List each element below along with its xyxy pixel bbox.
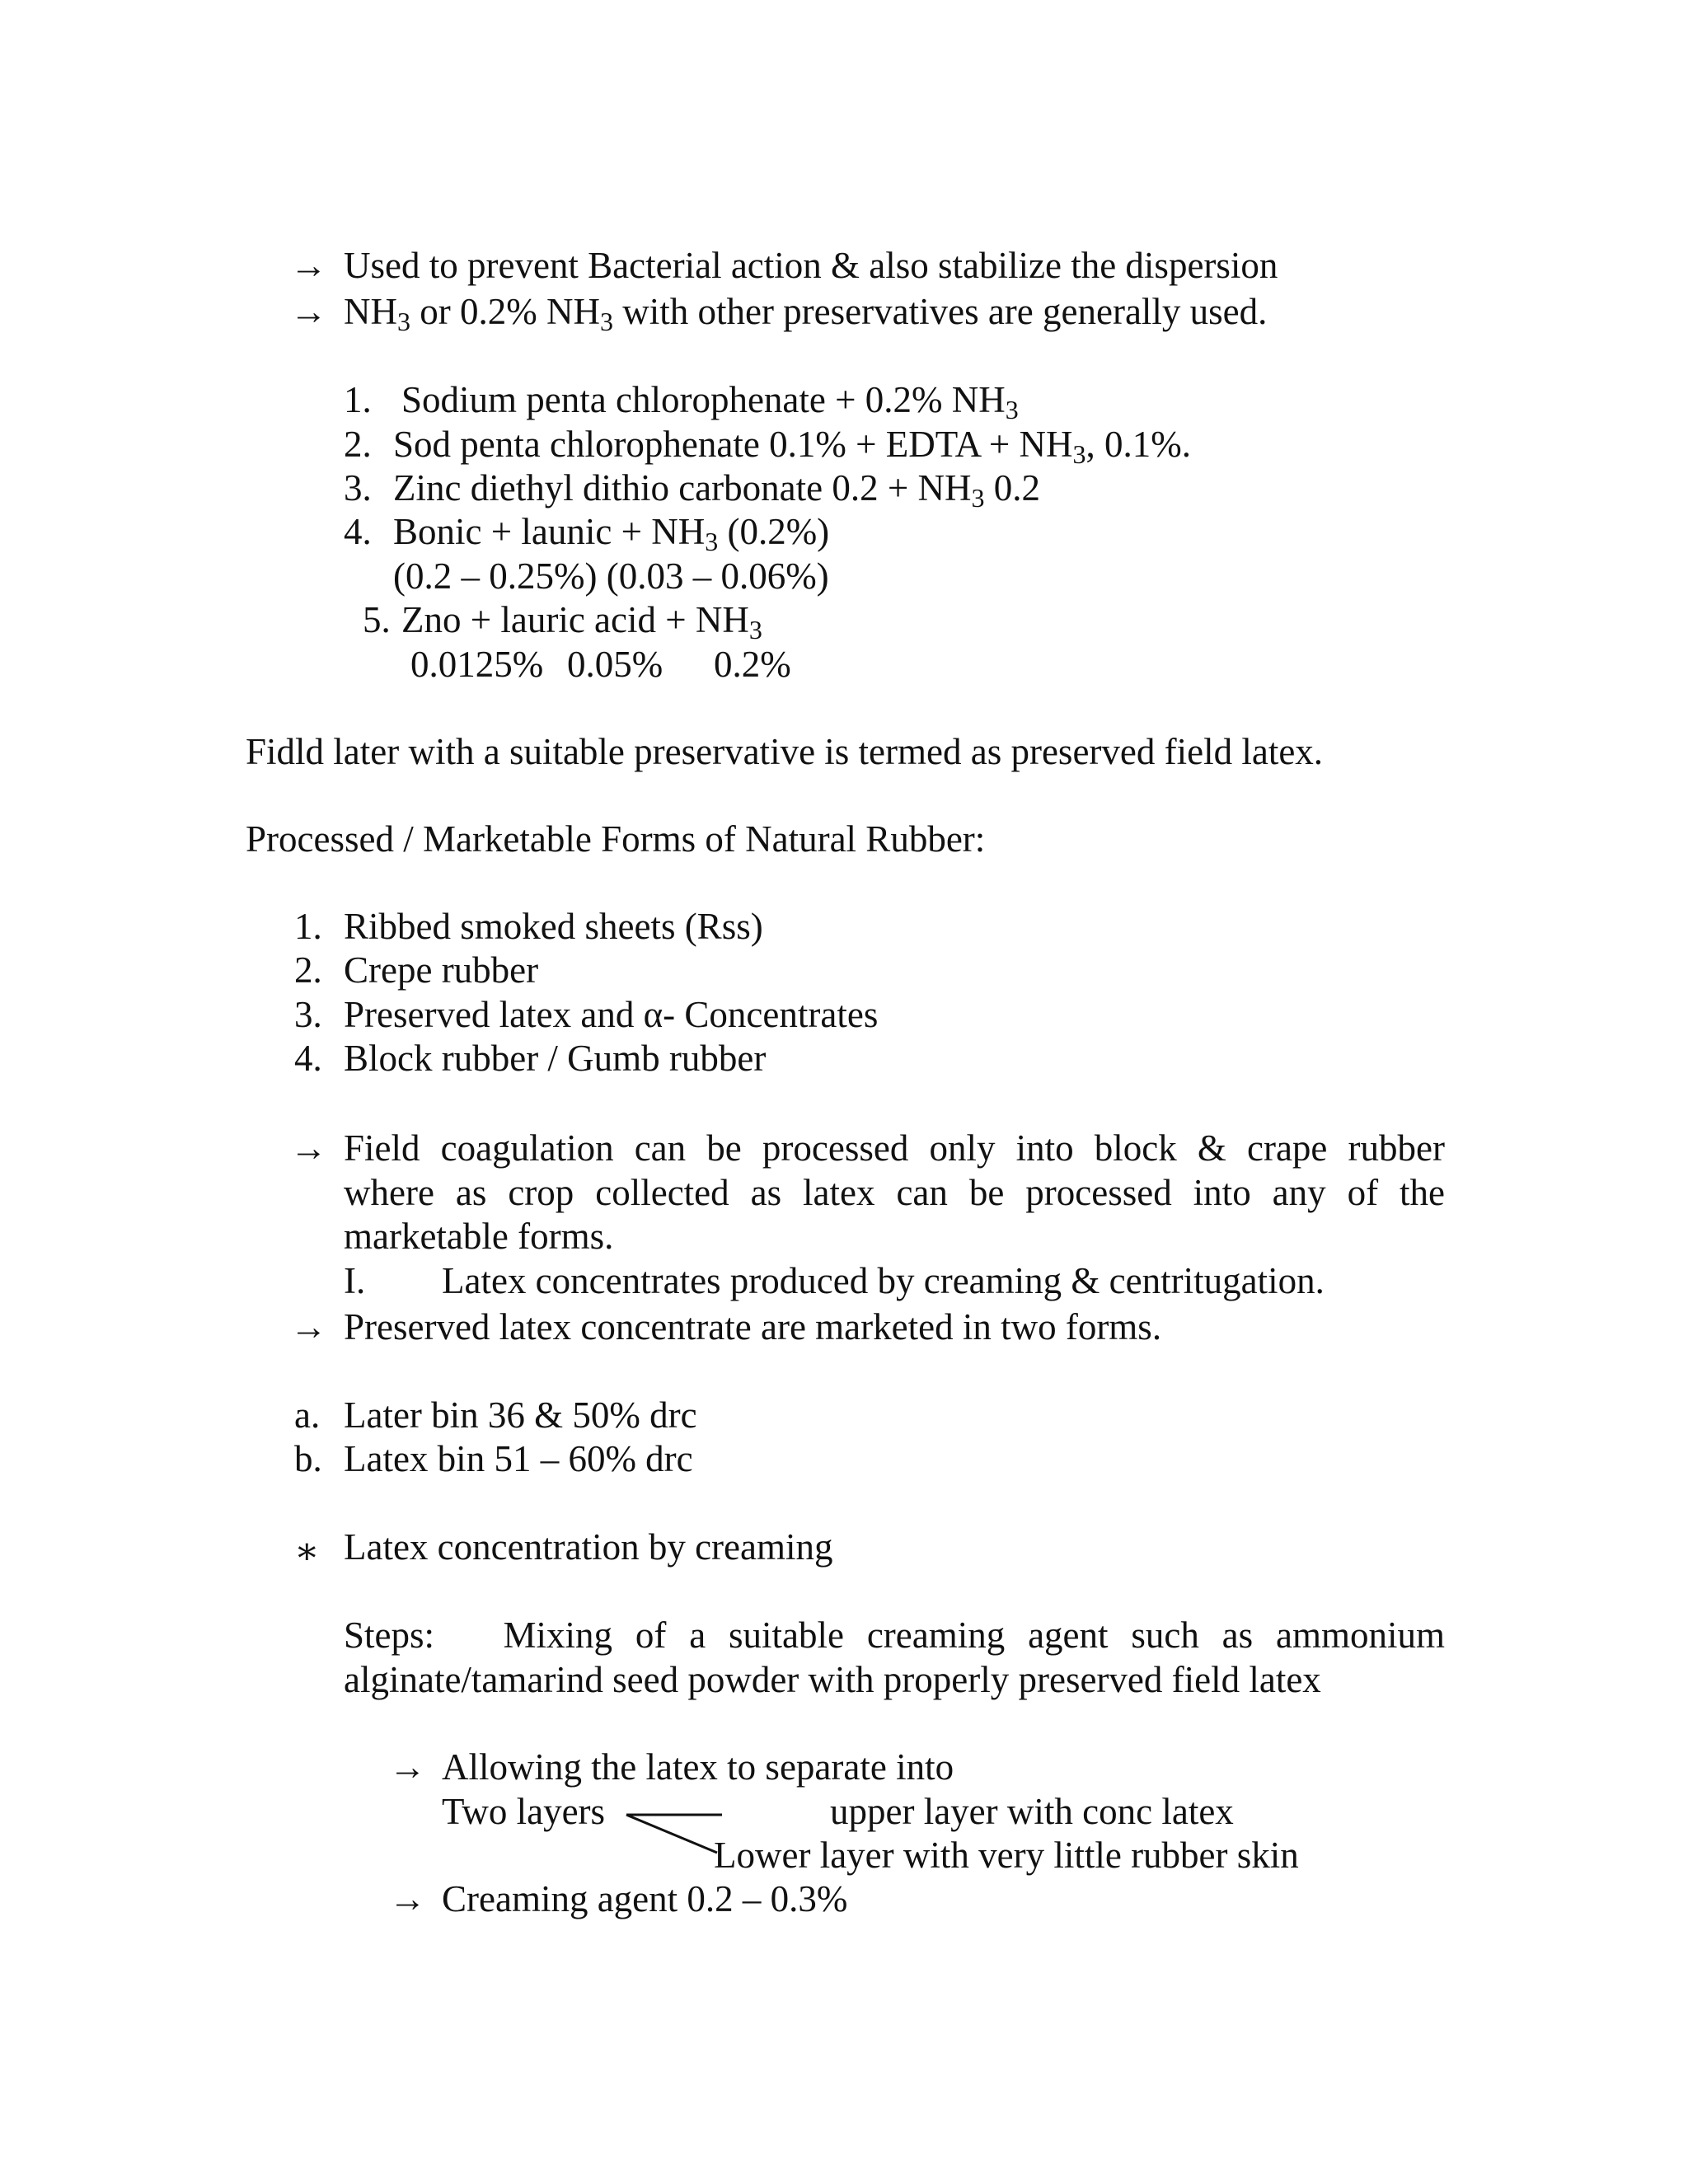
steps-line-2: alginate/tamarind seed powder with properly preserved field latex xyxy=(344,1659,1321,1700)
coagulation-line-2: where as crop collected as latex can be processed into any of the xyxy=(344,1172,1445,1213)
arrow-icon: → xyxy=(290,1127,327,1169)
list-letter: a. xyxy=(294,1394,321,1436)
arrow-icon: → xyxy=(389,1746,426,1788)
creaming-agent-note: Creaming agent 0.2 – 0.3% xyxy=(442,1878,848,1919)
field-latex-note: Fidld later with a suitable preservative is termed as preserved field latex. xyxy=(246,731,1324,772)
intro-line-2: $NH_3$ or 0.2% $NH_3$ with other preservatives are generally used. xyxy=(344,291,1268,336)
concentrate-form-a: Later bin 36 & 50% drc xyxy=(344,1394,697,1436)
upper-layer-label: upper layer with conc latex xyxy=(830,1791,1234,1832)
item-4-amounts: (0.2 – 0.25%) (0.03 – 0.06%) xyxy=(393,555,829,597)
two-layers-label: Two layers xyxy=(442,1791,606,1832)
preservative-item-3: Zinc diethyl dithio carbonate $0.2 + NH_3$ 0.2 xyxy=(393,467,1040,513)
concentrate-form-b: Latex bin 51 – 60% drc xyxy=(344,1438,693,1479)
intro-line-1: Used to prevent Bacterial action & also stabilize the dispersion xyxy=(344,245,1278,286)
preservative-item-1: Sodium penta chlorophenate + 0.2% $NH_3$ xyxy=(401,379,1019,424)
arrow-icon: → xyxy=(290,291,327,332)
list-number: 5. xyxy=(363,599,391,640)
arrow-icon: → xyxy=(290,245,327,286)
item-5-amount: 0.2% xyxy=(714,644,791,685)
list-number: 3. xyxy=(294,994,322,1035)
lower-layer-label: Lower layer with very little rubber skin xyxy=(714,1835,1299,1876)
preservative-item-4: Bonic + launic + $NH_3$ (0.2%) xyxy=(393,511,830,556)
roman-item-text: Latex concentrates produced by creaming & centritugation. xyxy=(442,1260,1325,1301)
separation-line-1: Allowing the latex to separate into xyxy=(442,1746,954,1788)
arrow-icon: → xyxy=(389,1878,426,1919)
roman-numeral: I. xyxy=(344,1260,366,1301)
arrow-icon: → xyxy=(290,1306,327,1347)
list-number: 4. xyxy=(344,511,372,552)
form-item-3: Preserved latex and α- Concentrates xyxy=(344,994,879,1035)
list-number: 3. xyxy=(344,467,372,509)
creaming-heading: Latex concentration by creaming xyxy=(344,1526,833,1568)
preservative-item-2: Sod penta chlorophenate 0.1% + EDTA + $NH_3$, 0.1%. xyxy=(393,424,1191,469)
list-number: 1. xyxy=(294,906,322,947)
list-letter: b. xyxy=(294,1438,322,1479)
form-item-2: Crepe rubber xyxy=(344,949,539,991)
coagulation-line-1: Field coagulation can be processed only into block & crape rubber xyxy=(344,1127,1445,1169)
list-number: 1. xyxy=(344,379,372,420)
forms-heading: Processed / Marketable Forms of Natural Rubber: xyxy=(246,818,986,860)
list-number: 4. xyxy=(294,1038,322,1079)
item-5-amount: 0.05% xyxy=(567,644,663,685)
preservative-item-5: Zno + lauric acid + $NH_3$ xyxy=(401,599,762,644)
asterisk-bullet-icon: ∗ xyxy=(294,1530,320,1572)
item-5-amount: 0.0125% xyxy=(410,644,544,685)
branch-line-lower xyxy=(626,1815,717,1853)
list-number: 2. xyxy=(294,949,322,991)
branch-lines xyxy=(625,1803,724,1861)
form-item-4: Block rubber / Gumb rubber xyxy=(344,1038,767,1079)
steps-line-1: Steps: Mixing of a suitable creaming agent such as ammonium xyxy=(344,1615,1445,1656)
form-item-1: Ribbed smoked sheets (Rss) xyxy=(344,906,763,947)
coagulation-line-3: marketable forms. xyxy=(344,1216,614,1257)
list-number: 2. xyxy=(344,424,372,465)
marketed-note: Preserved latex concentrate are marketed in two forms. xyxy=(344,1306,1162,1347)
